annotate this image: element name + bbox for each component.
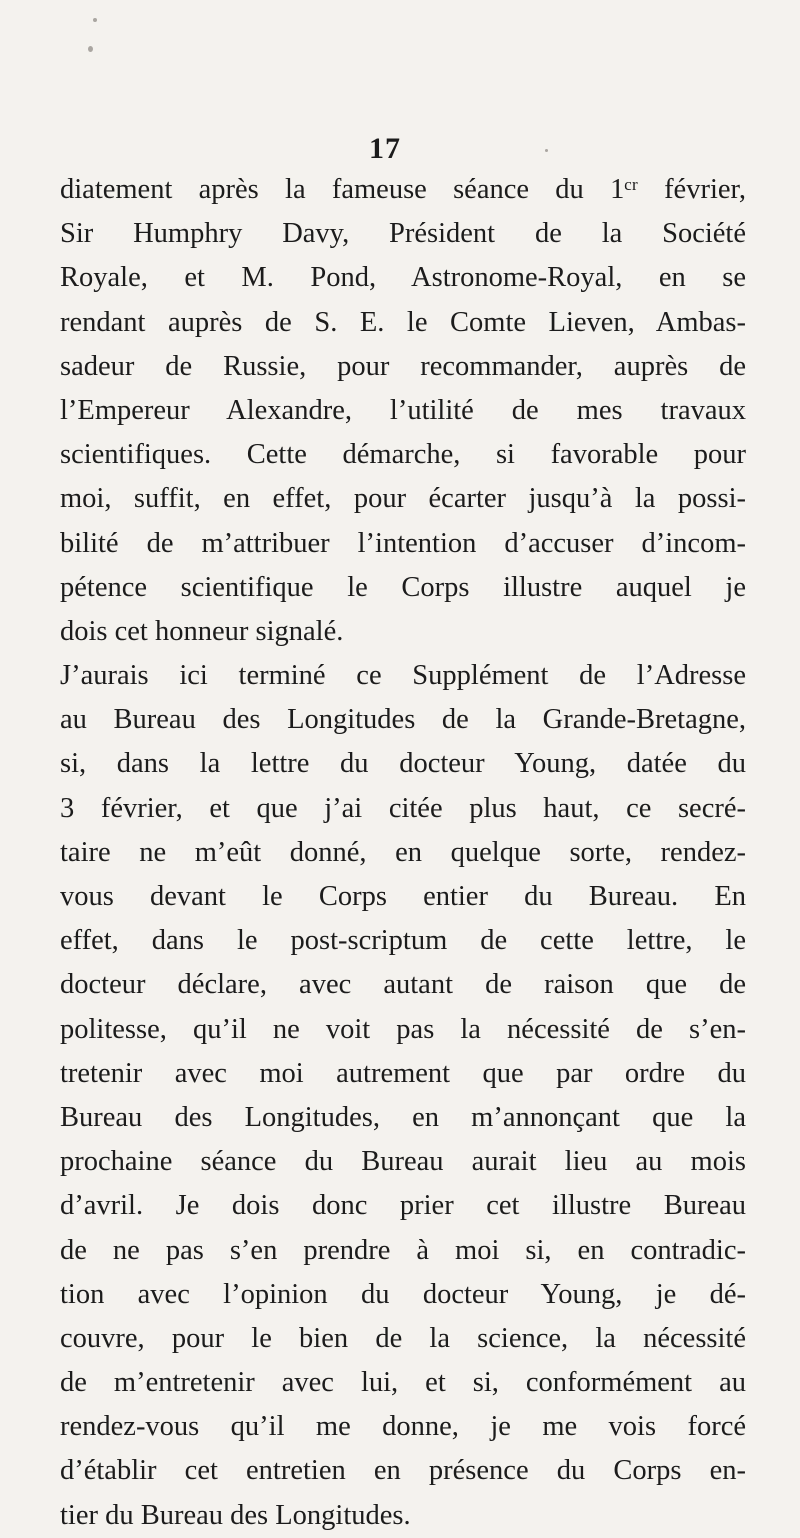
- text-line: Bureau des Longitudes, en m’annonçant que la: [60, 1101, 746, 1133]
- text-line: effet, dans le post-scriptum de cette lettre, le: [60, 925, 746, 957]
- text-line: Royale, et M. Pond, Astronome-Royal, en se: [60, 262, 746, 294]
- text-line: d’établir cet entretien en présence du Corps en-: [60, 1455, 746, 1487]
- text-line: de m’entretenir avec lui, et si, conformément au: [60, 1367, 746, 1399]
- body-text: [60, 168, 746, 1538]
- text-line: tier du Bureau des Longitudes.: [60, 1499, 411, 1531]
- text-line: sadeur de Russie, pour recommander, auprès de: [60, 350, 746, 382]
- text-line: moi, suffit, en effet, pour écarter jusqu’à la possi-: [60, 483, 746, 515]
- text-line: tretenir avec moi autrement que par ordre du: [60, 1057, 746, 1089]
- text-line: d’avril. Je dois donc prier cet illustre Bureau: [60, 1190, 746, 1222]
- text-line: scientifiques. Cette démarche, si favorable pour: [60, 439, 746, 471]
- text-line: taire ne m’eût donné, en quelque sorte, rendez-: [60, 836, 746, 868]
- text-line: vous devant le Corps entier du Bureau. En: [60, 881, 746, 912]
- text-line: Sir Humphry Davy, Président de la Société: [60, 218, 746, 250]
- text-line: rendez-vous qu’il me donne, je me vois forcé: [60, 1411, 746, 1443]
- text-line: politesse, qu’il ne voit pas la nécessité de s’en-: [60, 1013, 746, 1045]
- text-line: prochaine séance du Bureau aurait lieu au mois: [60, 1146, 746, 1178]
- paper-speck: [545, 149, 548, 152]
- text-line: dois cet honneur signalé.: [60, 615, 344, 647]
- text-line: diatement après la fameuse séance du 1ᶜʳ février,: [60, 174, 746, 205]
- text-line: J’aurais ici terminé ce Supplément de l’Adresse: [60, 660, 746, 692]
- paper-speck: [93, 18, 97, 22]
- text-line: de ne pas s’en prendre à moi si, en contradic-: [60, 1234, 746, 1266]
- text-line: si, dans la lettre du docteur Young, datée du: [60, 748, 746, 780]
- text-line: 3 février, et que j’ai citée plus haut, ce secré-: [60, 792, 746, 824]
- text-line: rendant auprès de S. E. le Comte Lieven, Ambas-: [60, 306, 746, 338]
- page-number: 17: [369, 132, 401, 165]
- text-line: au Bureau des Longitudes de la Grande-Bretagne,: [60, 704, 746, 736]
- text-line: l’Empereur Alexandre, l’utilité de mes travaux: [60, 394, 746, 426]
- paper-speck: [88, 46, 93, 52]
- text-line: couvre, pour le bien de la science, la nécessité: [60, 1322, 746, 1354]
- text-line: pétence scientifique le Corps illustre auquel je: [60, 571, 746, 603]
- text-line: docteur déclare, avec autant de raison que de: [60, 969, 746, 1001]
- text-line: bilité de m’attribuer l’intention d’accuser d’incom-: [60, 527, 746, 559]
- text-line: tion avec l’opinion du docteur Young, je dé-: [60, 1278, 746, 1310]
